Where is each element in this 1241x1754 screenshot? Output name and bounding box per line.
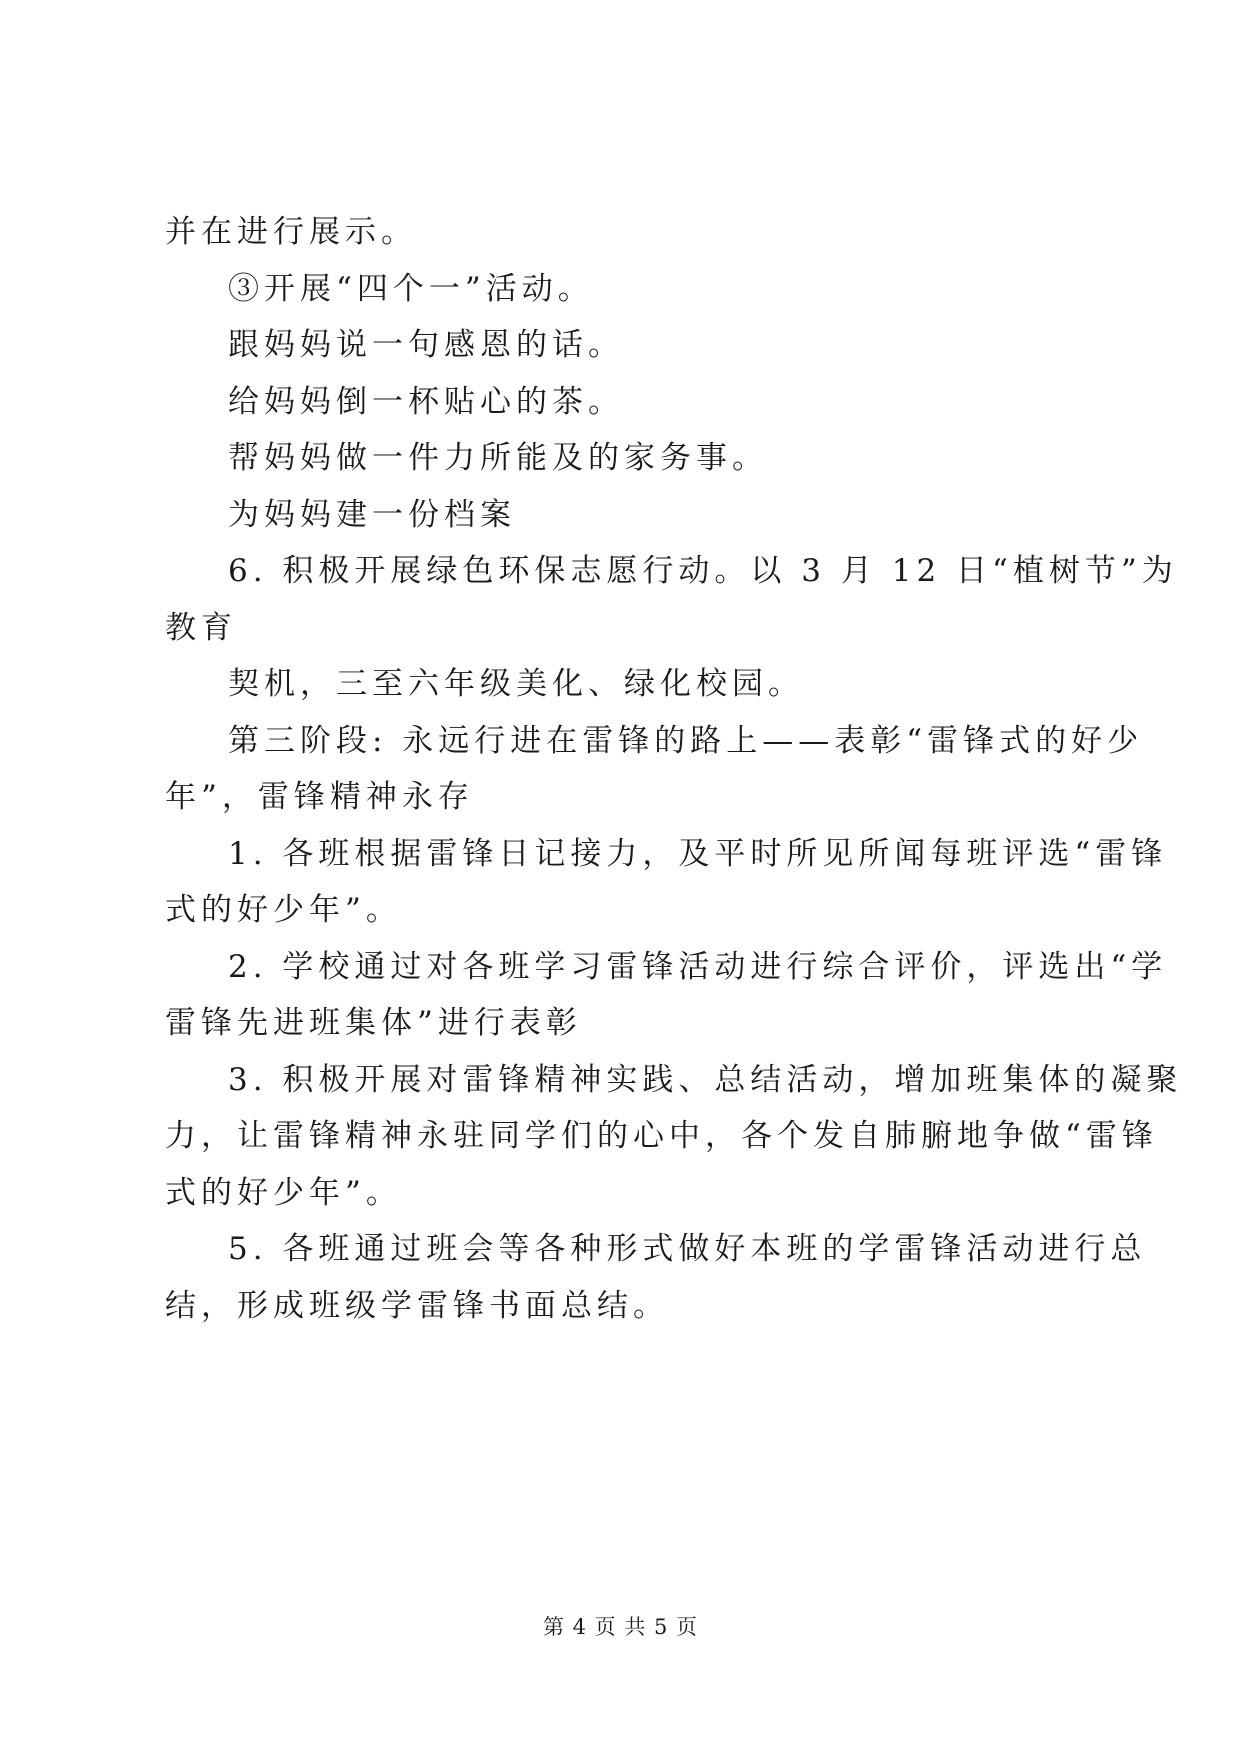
text-line-14: 2. 学校通过对各班学习雷锋活动进行综合评价，评选出“学 — [228, 949, 1168, 985]
text-line-10: 第三阶段: 永远行进在雷锋的路上——表彰“雷锋式的好少 — [228, 723, 1144, 759]
text-line-2: ③开展“四个一”活动。 — [228, 271, 594, 307]
text-line-3: 跟妈妈说一句感恩的话。 — [228, 327, 624, 363]
text-line-18: 式的好少年”。 — [165, 1175, 402, 1211]
text-line-5: 帮妈妈做一件力所能及的家务事。 — [228, 440, 768, 476]
text-line-7: 6. 积极开展绿色环保志愿行动。以 3 月 12 日“植树节”为 — [228, 553, 1178, 589]
text-line-11: 年”，雷锋精神永存 — [165, 779, 474, 815]
text-line-8: 教育 — [165, 610, 237, 646]
text-line-16: 3. 积极开展对雷锋精神实践、总结活动，增加班集体的凝聚 — [228, 1062, 1183, 1098]
text-line-20: 结，形成班级学雷锋书面总结。 — [165, 1288, 669, 1324]
text-line-12: 1. 各班根据雷锋日记接力，及平时所见所闻每班评选“雷锋 — [228, 836, 1168, 872]
text-line-15: 雷锋先进班集体”进行表彰 — [165, 1005, 582, 1041]
text-line-6: 为妈妈建一份档案 — [228, 497, 516, 533]
text-line-19: 5. 各班通过班会等各种形式做好本班的学雷锋活动进行总 — [228, 1231, 1147, 1267]
text-line-17: 力，让雷锋精神永驻同学们的心中，各个发自肺腑地争做“雷锋 — [165, 1118, 1158, 1154]
text-line-4: 给妈妈倒一杯贴心的茶。 — [228, 384, 624, 420]
page-number-footer: 第 4 页 共 5 页 — [542, 1615, 699, 1639]
text-line-1: 并在进行展示。 — [165, 214, 417, 250]
text-line-13: 式的好少年”。 — [165, 892, 402, 928]
text-line-9: 契机，三至六年级美化、绿化校园。 — [228, 666, 804, 702]
